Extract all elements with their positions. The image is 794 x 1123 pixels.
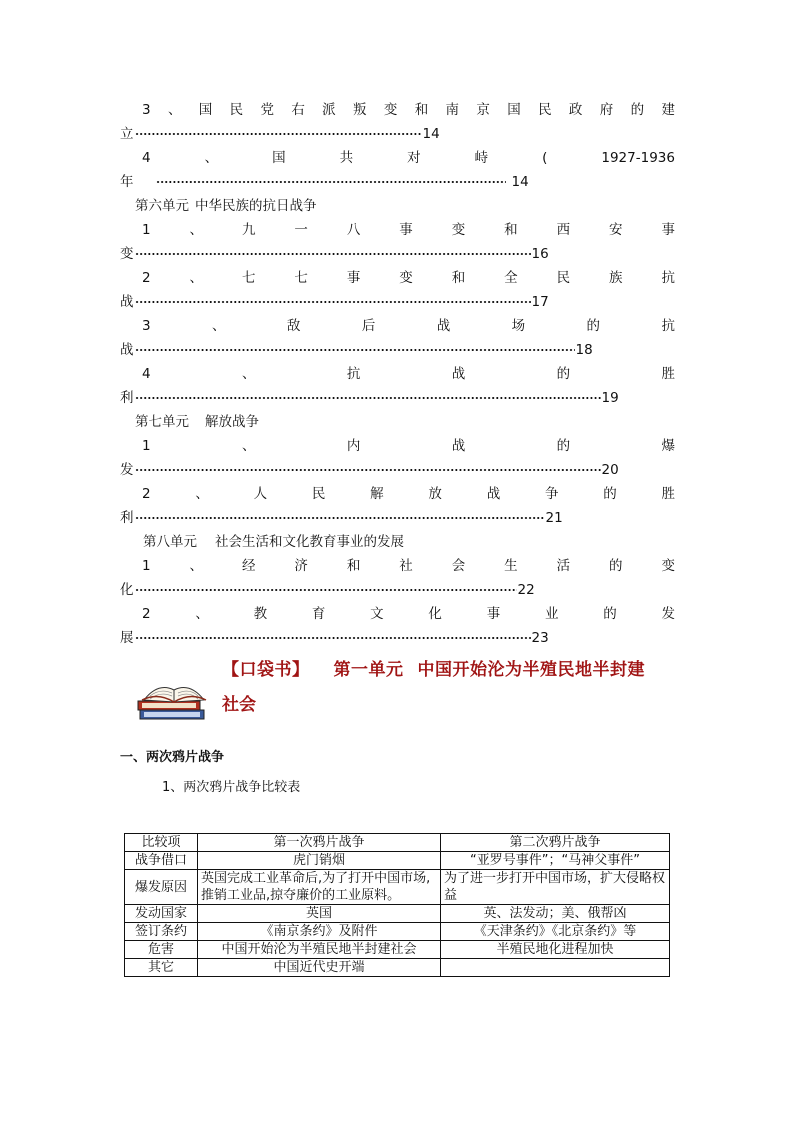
toc-char: 七	[294, 270, 308, 286]
toc-page: 14	[511, 174, 529, 190]
toc-char: 对	[407, 150, 421, 166]
toc-cont: 战	[120, 294, 134, 310]
toc-char: 民	[311, 486, 326, 502]
toc-char: 共	[339, 150, 354, 166]
unit-6-heading[interactable]	[135, 196, 317, 216]
toc-char: 的	[630, 102, 645, 118]
toc-char: 和	[346, 558, 361, 574]
toc-char: 变	[383, 102, 398, 118]
toc-cont: 年	[120, 174, 134, 190]
toc-char: 京	[476, 102, 490, 118]
toc-item-1-b-line2[interactable]	[120, 244, 675, 264]
table-cell: 中国近代史开端	[198, 959, 441, 977]
toc-item-1-d-line2[interactable]	[120, 580, 675, 600]
table-cell: 英国完成工业革命后,为了打开中国市场,推销工业品,掠夺廉价的工业原料。	[198, 870, 441, 905]
toc-char: 变	[399, 270, 413, 286]
banner-title-line1: 中国开始沦为半殖民地半封建	[417, 660, 645, 680]
toc-char: 民	[556, 270, 571, 286]
toc-char: 文	[370, 606, 384, 622]
toc-char: 3	[142, 102, 151, 118]
toc-char: 业	[544, 606, 559, 622]
toc-char: 战	[451, 438, 466, 454]
row-label: 爆发原因	[125, 870, 198, 905]
table-row	[125, 959, 670, 977]
toc-char: 的	[556, 438, 571, 454]
toc-char: 1	[142, 558, 151, 574]
toc-char: 的	[556, 366, 571, 382]
toc-char: 建	[661, 102, 675, 118]
toc-item-4-line1[interactable]	[120, 148, 675, 168]
toc-char: 、	[204, 150, 219, 166]
toc-item-2-c-line2[interactable]	[120, 508, 675, 528]
toc-char: 1927-1936	[601, 150, 675, 166]
leader-dots	[135, 301, 531, 303]
header-cell: 比较项	[125, 834, 198, 852]
toc-char: 、	[189, 270, 204, 286]
toc-char: 2	[142, 486, 151, 502]
toc-char: 安	[609, 222, 623, 238]
header-cell: 第二次鸦片战争	[441, 834, 670, 852]
table-cell: 英、法发动；美、俄帮凶	[441, 905, 670, 923]
toc-char: 2	[142, 270, 151, 286]
table-cell: 中国开始沦为半殖民地半封建社会	[198, 941, 441, 959]
toc-item-1-c-line1[interactable]	[120, 436, 675, 456]
toc-char: 争	[544, 486, 559, 502]
toc-char: 放	[428, 486, 442, 502]
toc-char: 西	[556, 222, 571, 238]
toc-char: 、	[241, 438, 256, 454]
toc-char: 育	[311, 606, 326, 622]
toc-page: 23	[531, 630, 549, 646]
toc-char: 1	[142, 438, 151, 454]
table-cell: 《天津条约》《北京条约》等	[441, 923, 670, 941]
toc-char: 生	[504, 558, 518, 574]
toc-char: 变	[661, 558, 675, 574]
toc-item-3-b-line1[interactable]	[120, 316, 675, 336]
pocket-book-label: 【口袋书】	[222, 660, 310, 680]
toc-char: 国	[198, 102, 213, 118]
toc-page: 14	[422, 126, 440, 142]
toc-char: 抗	[661, 270, 675, 286]
toc-item-2-c-line1[interactable]	[120, 484, 675, 504]
unit-label: 第七单元	[135, 414, 189, 430]
leader-dots	[135, 517, 545, 519]
toc-char: 1	[142, 222, 151, 238]
table-cell	[441, 959, 670, 977]
toc-char: 国	[272, 150, 286, 166]
toc-item-3-b-line2[interactable]	[120, 340, 675, 360]
table-cell: 英国	[198, 905, 441, 923]
toc-char: 的	[603, 486, 617, 502]
toc-char: 府	[599, 102, 614, 118]
toc-char: (	[542, 150, 548, 166]
toc-char: 的	[586, 318, 601, 334]
toc-char: 和	[451, 270, 466, 286]
toc-char: 、	[195, 486, 209, 502]
toc-cont: 展	[120, 630, 134, 646]
toc-page: 22	[517, 582, 535, 598]
toc-char: 经	[241, 558, 256, 574]
unit-8-heading[interactable]	[135, 532, 404, 552]
toc-char: 民	[538, 102, 552, 118]
toc-cont: 化	[120, 582, 134, 598]
toc-page: 17	[531, 294, 549, 310]
section-title: 一、两次鸦片战争	[120, 750, 225, 765]
toc-char: 政	[568, 102, 583, 118]
toc-char: 叛	[353, 102, 367, 118]
leader-dots	[135, 637, 531, 639]
toc-char: 族	[609, 270, 623, 286]
toc-char: 南	[445, 102, 460, 118]
row-label: 其它	[125, 959, 198, 977]
row-label: 签订条约	[125, 923, 198, 941]
toc-item-3-line1[interactable]	[120, 100, 675, 120]
chapter-banner	[222, 658, 677, 682]
toc-char: 全	[504, 270, 518, 286]
toc-item-3-line2[interactable]	[120, 124, 675, 144]
toc-char: 、	[241, 366, 256, 382]
toc-char: 党	[260, 102, 274, 118]
toc-char: 教	[253, 606, 268, 622]
toc-char: 国	[507, 102, 521, 118]
row-label: 战争借口	[125, 852, 198, 870]
unit-label: 第六单元	[135, 198, 189, 214]
table-cell: 为了进一步打开中国市场，扩大侵略权益	[441, 870, 670, 905]
leader-dots	[135, 469, 601, 471]
toc-char: 会	[451, 558, 466, 574]
table-cell: “亚罗号事件”；“马神父事件”	[441, 852, 670, 870]
toc-char: 3	[142, 318, 151, 334]
unit-7-heading[interactable]	[135, 412, 259, 432]
toc-char: 战	[486, 486, 501, 502]
toc-page: 19	[601, 390, 619, 406]
toc-char: 胜	[661, 366, 675, 382]
toc-char: 七	[241, 270, 256, 286]
toc-char: 事	[346, 270, 361, 286]
toc-char: 右	[291, 102, 305, 118]
toc-cont: 利	[120, 390, 134, 406]
table-cell: 半殖民地化进程加快	[441, 941, 670, 959]
toc-page: 21	[545, 510, 563, 526]
table-row	[125, 941, 670, 959]
toc-char: 活	[556, 558, 571, 574]
toc-char: 社	[399, 558, 413, 574]
toc-char: 变	[451, 222, 466, 238]
table-row	[125, 923, 670, 941]
toc-char: 4	[142, 366, 151, 382]
banner-unit: 第一单元	[333, 660, 404, 680]
toc-char: 、	[189, 222, 204, 238]
unit-title: 中华民族的抗日战争	[195, 198, 317, 214]
toc-char: 爆	[661, 438, 675, 454]
toc-char: 内	[346, 438, 361, 454]
toc-char: 4	[142, 150, 151, 166]
unit-label: 第八单元	[143, 534, 197, 550]
toc-item-2-d-line2[interactable]	[120, 628, 675, 648]
toc-char: 后	[361, 318, 376, 334]
toc-char: 发	[661, 606, 675, 622]
toc-cont: 发	[120, 462, 134, 478]
sub-title: 1、两次鸦片战争比较表	[162, 780, 301, 795]
toc-char: 的	[603, 606, 617, 622]
table-cell: 《南京条约》及附件	[198, 923, 441, 941]
toc-char: 场	[511, 318, 526, 334]
toc-char: 、	[212, 318, 226, 334]
toc-char: 解	[370, 486, 384, 502]
toc-char: 济	[294, 558, 308, 574]
leader-dots	[156, 181, 506, 183]
toc-cont: 变	[120, 246, 134, 262]
toc-char: 胜	[661, 486, 675, 502]
toc-page: 20	[601, 462, 619, 478]
toc-char: 战	[436, 318, 451, 334]
toc-char: 和	[504, 222, 518, 238]
row-label: 危害	[125, 941, 198, 959]
toc-char: 事	[399, 222, 413, 238]
table-header-row	[125, 834, 670, 852]
toc-char: 派	[322, 102, 336, 118]
toc-char: 抗	[661, 318, 675, 334]
toc-char: 的	[609, 558, 623, 574]
leader-dots	[135, 349, 575, 351]
toc-item-1-d-line1[interactable]	[120, 556, 675, 576]
toc-page: 18	[575, 342, 593, 358]
leader-dots	[135, 133, 422, 135]
toc-item-4-b-line1[interactable]	[120, 364, 675, 384]
toc-char: 事	[486, 606, 501, 622]
toc-char: 人	[253, 486, 268, 502]
toc-char: 、	[195, 606, 209, 622]
toc-char: 敌	[286, 318, 301, 334]
leader-dots	[135, 589, 517, 591]
unit-title: 社会生活和文化教育事业的发展	[215, 534, 404, 550]
toc-cont: 战	[120, 342, 134, 358]
toc-item-4-b-line2[interactable]	[120, 388, 675, 408]
toc-char: 八	[346, 222, 361, 238]
toc-item-4-line2[interactable]	[120, 172, 675, 192]
table-row	[125, 870, 670, 905]
toc-char: 抗	[346, 366, 361, 382]
unit-title: 解放战争	[205, 414, 259, 430]
book-stack-icon	[134, 672, 214, 722]
toc-char: 和	[414, 102, 429, 118]
toc-item-2-d-line1[interactable]	[120, 604, 675, 624]
toc-char: 事	[661, 222, 675, 238]
toc-char: 峙	[474, 150, 489, 166]
toc-char: 、	[189, 558, 204, 574]
toc-char: 民	[229, 102, 244, 118]
toc-page: 16	[531, 246, 549, 262]
toc-item-1-b-line1[interactable]	[120, 220, 675, 240]
toc-item-2-b-line1[interactable]	[120, 268, 675, 288]
table-row	[125, 905, 670, 923]
toc-char: 、	[167, 102, 182, 118]
table-row	[125, 852, 670, 870]
row-label: 发动国家	[125, 905, 198, 923]
toc-char: 九	[241, 222, 256, 238]
header-cell: 第一次鸦片战争	[198, 834, 441, 852]
comparison-table	[124, 833, 670, 977]
toc-item-1-c-line2[interactable]	[120, 460, 675, 480]
toc-char: 化	[428, 606, 442, 622]
leader-dots	[135, 253, 531, 255]
toc-char: 战	[451, 366, 466, 382]
toc-item-2-b-line2[interactable]	[120, 292, 675, 312]
toc-char: 2	[142, 606, 151, 622]
banner-title-line2: 社会	[222, 695, 256, 715]
toc-cont: 立	[120, 126, 134, 142]
leader-dots	[135, 397, 601, 399]
toc-cont: 利	[120, 510, 134, 526]
table-cell: 虎门销烟	[198, 852, 441, 870]
toc-char: 一	[294, 222, 308, 238]
